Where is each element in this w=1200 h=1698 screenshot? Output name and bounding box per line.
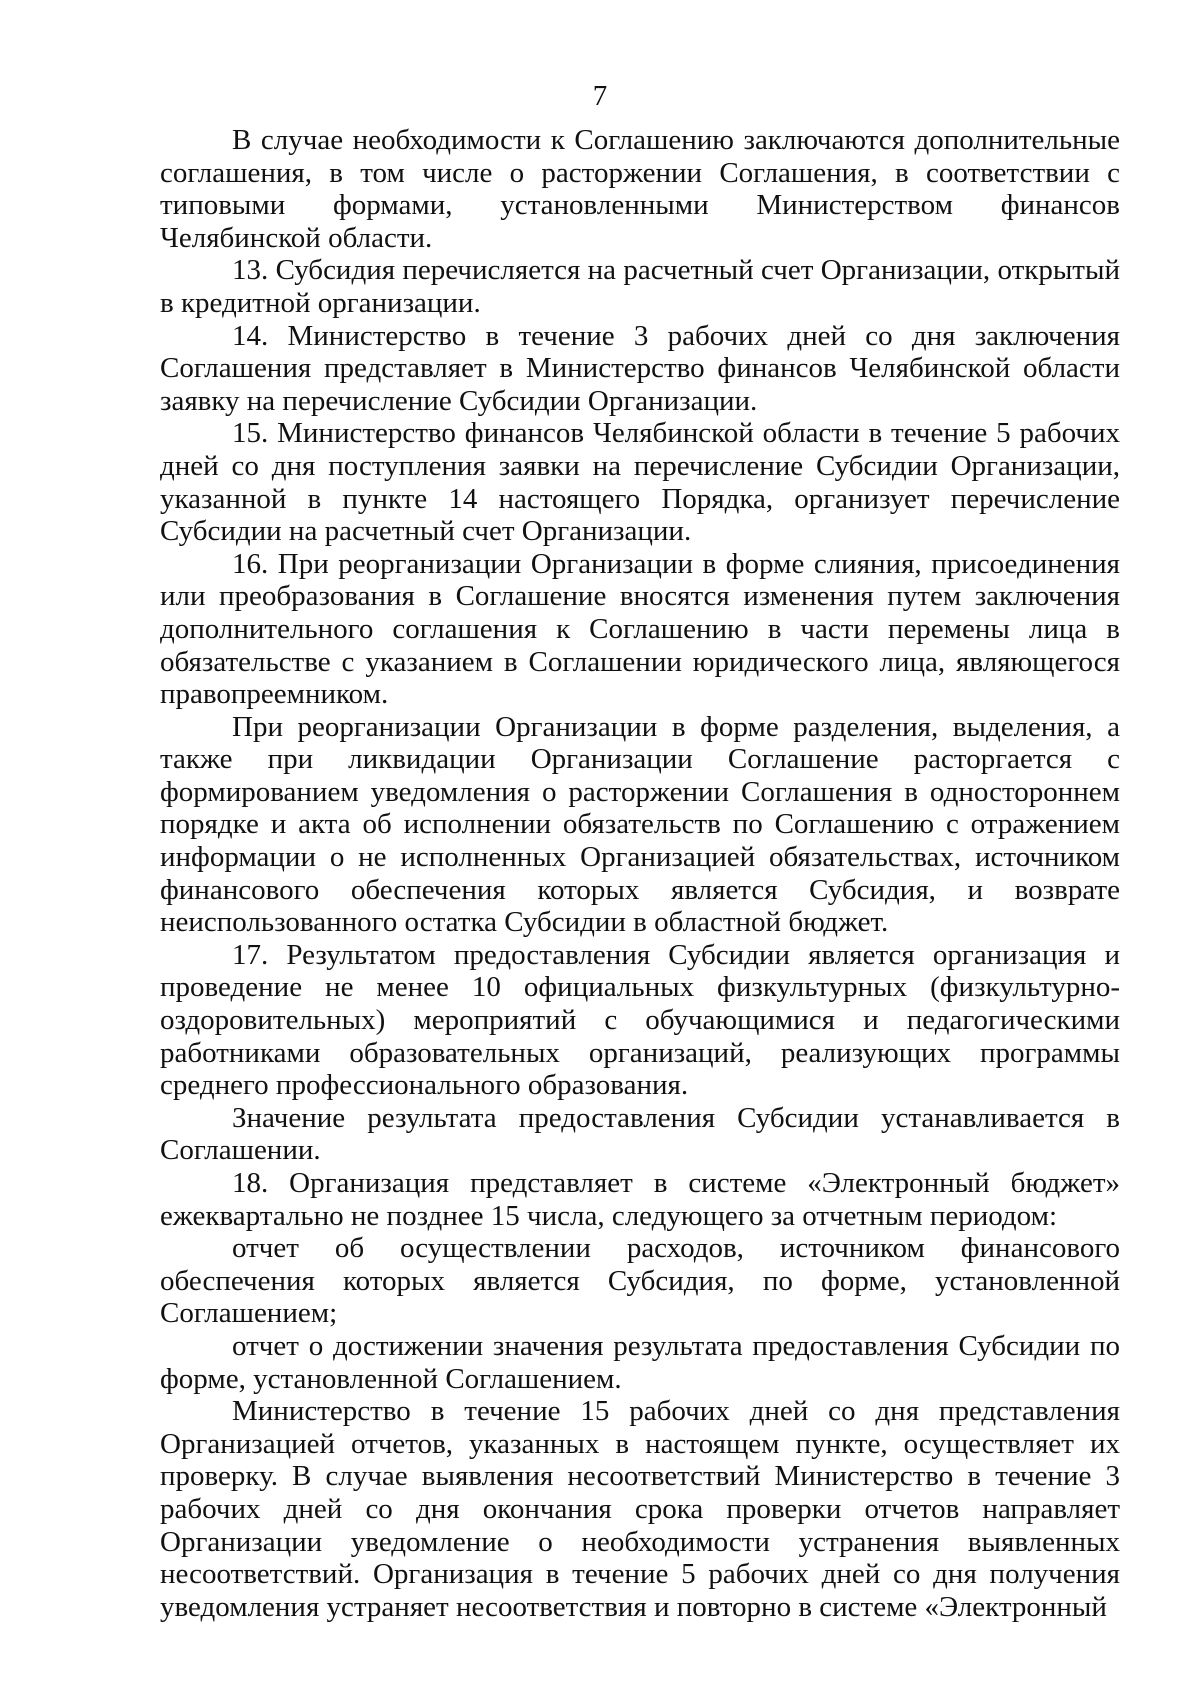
paragraph-18-expense-report: отчет об осуществлении расходов, источником финансового обеспечения которых является Субсидия, по форме, установленной Соглашением; [160, 1232, 1120, 1330]
paragraph-17: 17. Результатом предоставления Субсидии является организация и проведение не менее 10 официальных физкультурных (физкультурно-оздоровительных) мероприятий с обучающимися и педагогическими работниками образовательных организаций, реализующих программы среднего профессионального образования. [160, 938, 1120, 1102]
page-number: 7 [592, 80, 608, 112]
paragraph-17-result-value: Значение результата предоставления Субсидии устанавливается в Соглашении. [160, 1101, 1120, 1167]
paragraph-15: 15. Министерство финансов Челябинской области в течение 5 рабочих дней со дня поступления заявки на перечисление Субсидии Организации, указанной в пункте 14 настоящего Порядка, организует перечисление Субсидии на расчетный счет Организации. [160, 417, 1120, 548]
paragraph-18: 18. Организация представляет в системе «Электронный бюджет» ежеквартально не позднее 15 числа, следующего за отчетным периодом: [160, 1167, 1120, 1232]
paragraph-14: 14. Министерство в течение 3 рабочих дней со дня заключения Соглашения представляет в Министерство финансов Челябинской области заявку на перечисление Субсидии Организации. [160, 319, 1120, 417]
paragraph-18-verification: Министерство в течение 15 рабочих дней со дня представления Организацией отчетов, указанных в настоящем пункте, осуществляет их проверку. В случае выявления несоответствий Министерство в течение 3 рабочих дней со дня окончания срока проверки отчетов направляет Организации уведомление о необходимости устранения выявленных несоответствий. Организация в течение 5 рабочих дней со дня получения уведомления устраняет несоответствия и повторно в системе «Электронный [160, 1395, 1120, 1623]
paragraph-additional-agreements: В случае необходимости к Соглашению заключаются дополнительные соглашения, в том числе о расторжении Соглашения, в соответствии с типовыми формами, установленными Министерством финансов Челябинской области. [160, 124, 1120, 254]
paragraph-13: 13. Субсидия перечисляется на расчетный счет Организации, открытый в кредитной организации. [160, 254, 1120, 319]
paragraph-18-result-report: отчет о достижении значения результата предоставления Субсидии по форме, установленной Соглашением. [160, 1329, 1120, 1395]
paragraph-16: 16. При реорганизации Организации в форме слияния, присоединения или преобразования в Соглашение вносятся изменения путем заключения дополнительного соглашения к Соглашению в части перемены лица в обязательстве с указанием в Соглашении юридического лица, являющегося правопреемником. [160, 547, 1120, 711]
document-body [160, 124, 1120, 1623]
paragraph-16-reorganization: При реорганизации Организации в форме разделения, выделения, а также при ликвидации Организации Соглашение расторгается с формированием уведомления о расторжении Соглашения в одностороннем порядке и акта об исполнении обязательств по Соглашению с отражением информации о не исполненных Организацией обязательствах, источником финансового обеспечения которых является Субсидия, и возврате неиспользованного остатка Субсидии в областной бюджет. [160, 710, 1120, 939]
